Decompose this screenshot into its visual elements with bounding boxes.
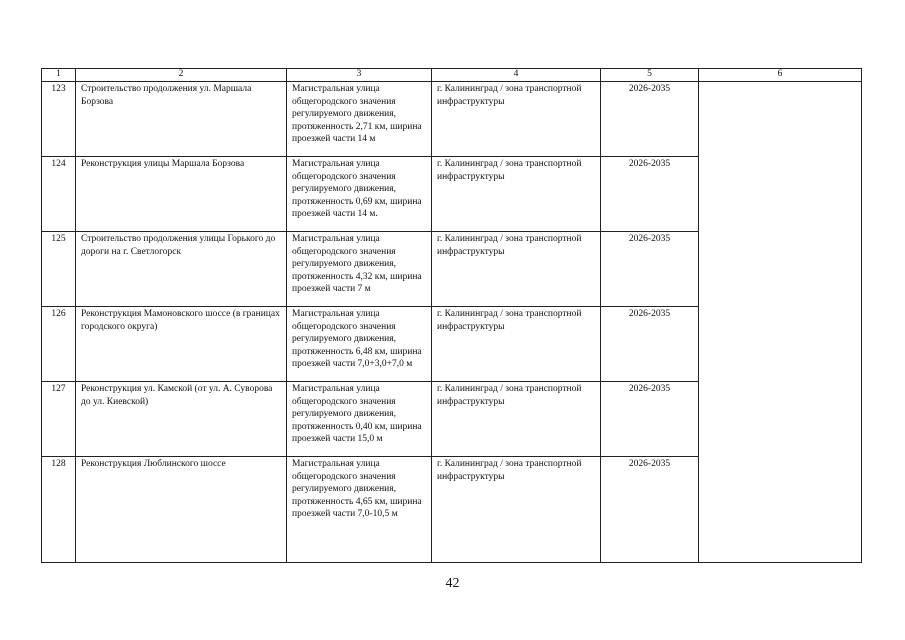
object-name: Строительство продолжения улицы Горького до дороги на г. Светлогорск: [76, 232, 287, 307]
object-location: г. Калининград / зона транспортной инфраструктуры: [432, 382, 601, 457]
object-description: Магистральная улица общегородского значения регулируемого движения, протяженность 6,48 км, ширина проезжей части 7,0+3,0+7,0 м: [287, 307, 432, 382]
object-location: г. Калининград / зона транспортной инфраструктуры: [432, 457, 601, 563]
objects-table: [41, 68, 862, 563]
column-header: 6: [699, 69, 862, 82]
notes-cell: [699, 82, 862, 563]
object-location: г. Калининград / зона транспортной инфраструктуры: [432, 82, 601, 157]
column-header: 4: [432, 69, 601, 82]
object-period: 2026-2035: [601, 307, 699, 382]
object-name: Реконструкция улицы Маршала Борзова: [76, 157, 287, 232]
table-row: [42, 82, 862, 157]
object-description: Магистральная улица общегородского значения регулируемого движения, протяженность 4,32 км, ширина проезжей части 7 м: [287, 232, 432, 307]
row-number: 128: [42, 457, 76, 563]
object-location: г. Калининград / зона транспортной инфраструктуры: [432, 157, 601, 232]
object-description: Магистральная улица общегородского значения регулируемого движения, протяженность 0,69 км, ширина проезжей части 14 м.: [287, 157, 432, 232]
object-name: Реконструкция Люблинского шоссе: [76, 457, 287, 563]
column-header: 2: [76, 69, 287, 82]
row-number: 127: [42, 382, 76, 457]
object-location: г. Калининград / зона транспортной инфраструктуры: [432, 307, 601, 382]
object-description: Магистральная улица общегородского значения регулируемого движения, протяженность 0,40 км, ширина проезжей части 15,0 м: [287, 382, 432, 457]
column-header: 1: [42, 69, 76, 82]
object-period: 2026-2035: [601, 382, 699, 457]
object-description: Магистральная улица общегородского значения регулируемого движения, протяженность 2,71 км, ширина проезжей части 14 м: [287, 82, 432, 157]
row-number: 123: [42, 82, 76, 157]
header-row: [42, 69, 862, 82]
object-name: Строительство продолжения ул. Маршала Борзова: [76, 82, 287, 157]
object-period: 2026-2035: [601, 457, 699, 563]
column-header: 3: [287, 69, 432, 82]
object-period: 2026-2035: [601, 232, 699, 307]
object-period: 2026-2035: [601, 82, 699, 157]
object-description: Магистральная улица общегородского значения регулируемого движения, протяженность 4,65 км, ширина проезжей части 7,0-10,5 м: [287, 457, 432, 563]
row-number: 126: [42, 307, 76, 382]
object-period: 2026-2035: [601, 157, 699, 232]
page-number: 42: [445, 576, 460, 591]
object-location: г. Калининград / зона транспортной инфраструктуры: [432, 232, 601, 307]
object-name: Реконструкция ул. Камской (от ул. А. Суворова до ул. Киевской): [76, 382, 287, 457]
row-number: 124: [42, 157, 76, 232]
column-header: 5: [601, 69, 699, 82]
row-number: 125: [42, 232, 76, 307]
object-name: Реконструкция Мамоновского шоссе (в границах городского округа): [76, 307, 287, 382]
